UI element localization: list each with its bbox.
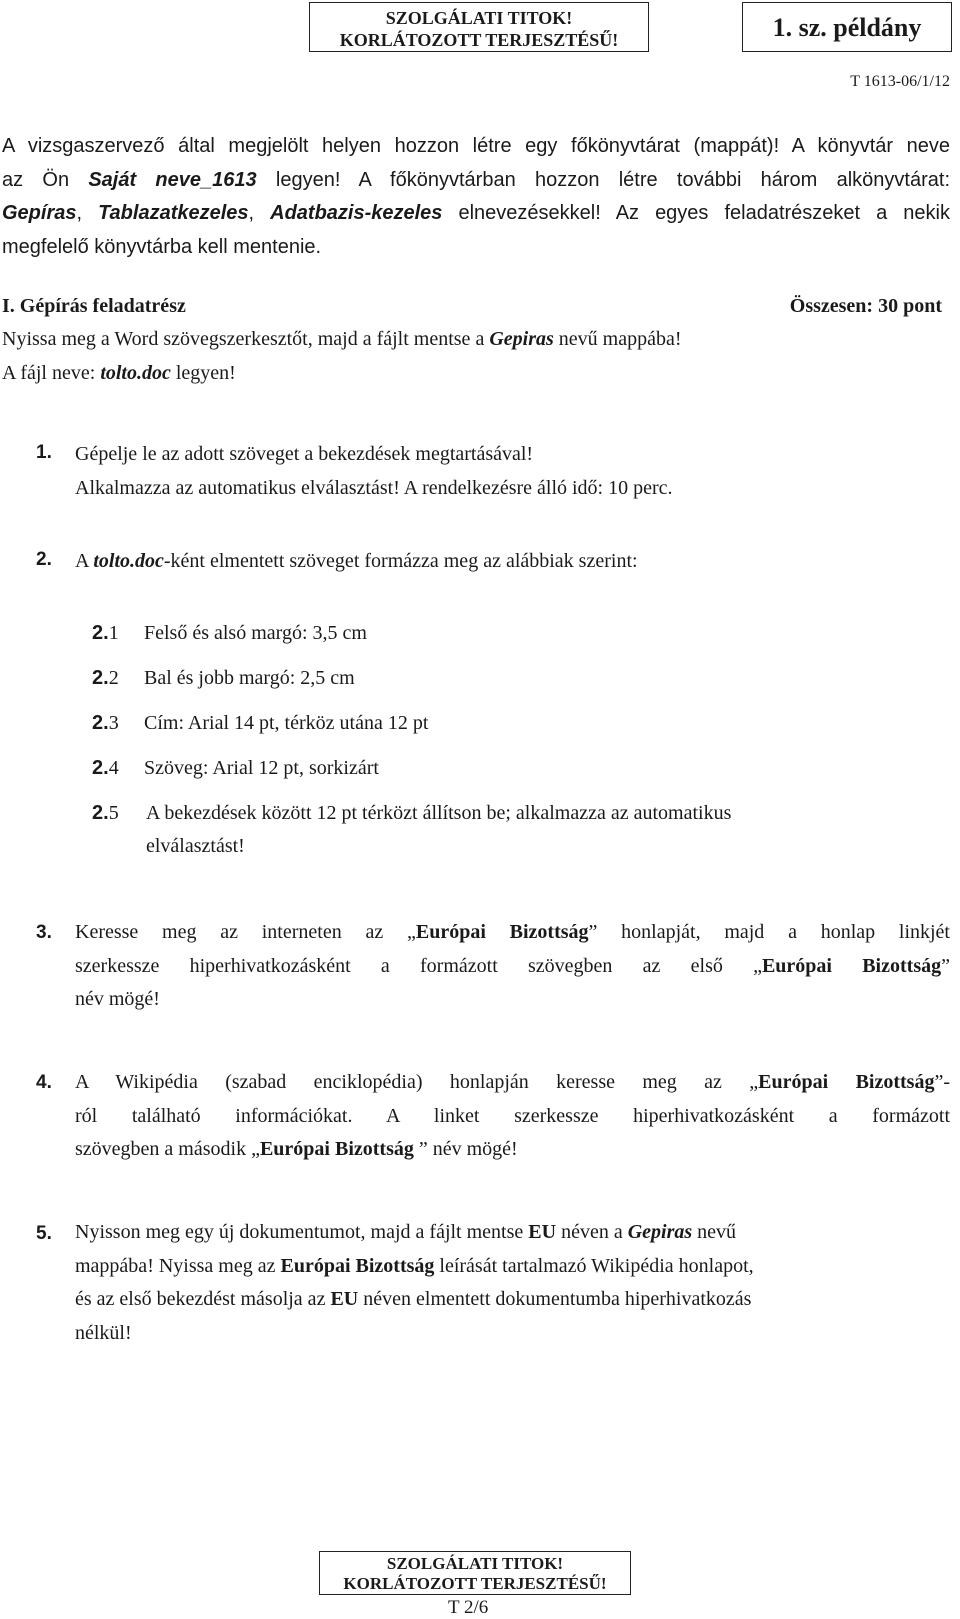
intro-line-3: Gepíras, Tablazatkezeles, Adatbazis-kezeles elnevezésekkel! Az egyes feladatrészeket a nekik bbox=[2, 202, 950, 224]
task-4-number: 4. bbox=[36, 1072, 52, 1093]
classification-line-2: KORLÁTOZOTT TERJESZTÉSŰ! bbox=[339, 30, 619, 50]
task-5-line-1: Nyisson meg egy új dokumentumot, majd a fájlt mentse EU néven a Gepiras nevű bbox=[75, 1221, 737, 1243]
classification-box-top bbox=[309, 2, 649, 52]
classification-line-1: SZOLGÁLATI TITOK! bbox=[385, 8, 573, 28]
task-3-line-1: Keresse meg az interneten az „Európai Bizottság” honlapját, majd a honlap linkjét bbox=[75, 921, 950, 943]
subtask-2-1: 2.1 Felső és alsó margó: 3,5 cm bbox=[92, 622, 367, 644]
intro-paragraph bbox=[2, 130, 950, 264]
copy-number-box: 1. sz. példány bbox=[742, 2, 952, 52]
task-2-number: 2. bbox=[36, 549, 52, 570]
document-reference: T 1613-06/1/12 bbox=[850, 73, 950, 90]
intro-line-2: az Ön Saját neve_1613 legyen! A főkönyvtárban hozzon létre további három alkönyvtárat: bbox=[2, 168, 950, 191]
task-4-line-2: ról található információkat. A linket szerkessze hiperhivatkozásként a formázott bbox=[75, 1104, 950, 1127]
intro-line-4: megfelelő könyvtárba kell mentenie. bbox=[2, 235, 322, 258]
task-4-line-1: A Wikipédia (szabad enciklopédia) honlapján keresse meg az „Európai Bizottság”- bbox=[75, 1071, 950, 1093]
task-5-text bbox=[75, 1216, 950, 1350]
section-intro-line-2: A fájl neve: tolto.doc legyen! bbox=[2, 361, 236, 384]
subtask-2-2: 2.2 Bal és jobb margó: 2,5 cm bbox=[92, 667, 355, 689]
task-3-text bbox=[75, 916, 950, 1017]
section-intro-line-1: Nyissa meg a Word szövegszerkesztőt, majd a fájlt mentse a Gepiras nevű mappába! bbox=[2, 328, 682, 350]
subtask-2-3: 2.3 Cím: Arial 14 pt, térköz utána 12 pt bbox=[92, 712, 429, 734]
task-3-line-2: szerkessze hiperhivatkozásként a formázott szövegben az első „Európai Bizottság” bbox=[75, 954, 950, 977]
task-3-number: 3. bbox=[36, 922, 52, 943]
subtask-2-5: 2.5 A bekezdések között 12 pt térközt állítson be; alkalmazza az automatikus bbox=[92, 802, 732, 824]
section-intro bbox=[2, 323, 682, 390]
subtask-2-5-continued: elválasztást! bbox=[146, 835, 245, 857]
subtask-2-4: 2.4 Szöveg: Arial 12 pt, sorkizárt bbox=[92, 757, 379, 779]
task-5-line-2: mappába! Nyissa meg az Európai Bizottság leírását tartalmazó Wikipédia honlapot, bbox=[75, 1254, 754, 1277]
task-5-line-4: nélkül! bbox=[75, 1321, 132, 1344]
task-1-number: 1. bbox=[36, 442, 52, 463]
task-5-number: 5. bbox=[36, 1223, 52, 1244]
section-total-points: Összesen: 30 pont bbox=[789, 295, 942, 317]
task-5-line-3: és az első bekezdést másolja az EU néven elmentett dokumentumba hiperhivatkozás bbox=[75, 1288, 752, 1310]
section-title: I. Gépírás feladatrész bbox=[2, 295, 186, 317]
footer-classification-line-1: SZOLGÁLATI TITOK! bbox=[386, 1554, 564, 1573]
task-4-line-3: szövegben a második „Európai Bizottság ” név mögé! bbox=[75, 1138, 518, 1160]
task-4-text bbox=[75, 1066, 950, 1167]
task-1-line-1: Gépelje le az adott szöveget a bekezdések megtartásával! bbox=[75, 443, 534, 465]
intro-line-1: A vizsgaszervező által megjelölt helyen hozzon létre egy főkönyvtárat (mappát)! A könyvtár neve bbox=[2, 135, 950, 157]
task-2-text: A tolto.doc-ként elmentett szöveget formázza meg az alábbiak szerint: bbox=[75, 550, 638, 572]
classification-box-bottom bbox=[319, 1551, 631, 1595]
footer-classification-line-2: KORLÁTOZOTT TERJESZTÉSŰ! bbox=[343, 1574, 607, 1593]
task-1-text bbox=[75, 438, 673, 505]
page-number: T 2/6 bbox=[448, 1597, 489, 1618]
task-1-line-2: Alkalmazza az automatikus elválasztást! A rendelkezésre álló idő: 10 perc. bbox=[75, 476, 673, 499]
task-3-line-3: név mögé! bbox=[75, 988, 160, 1010]
